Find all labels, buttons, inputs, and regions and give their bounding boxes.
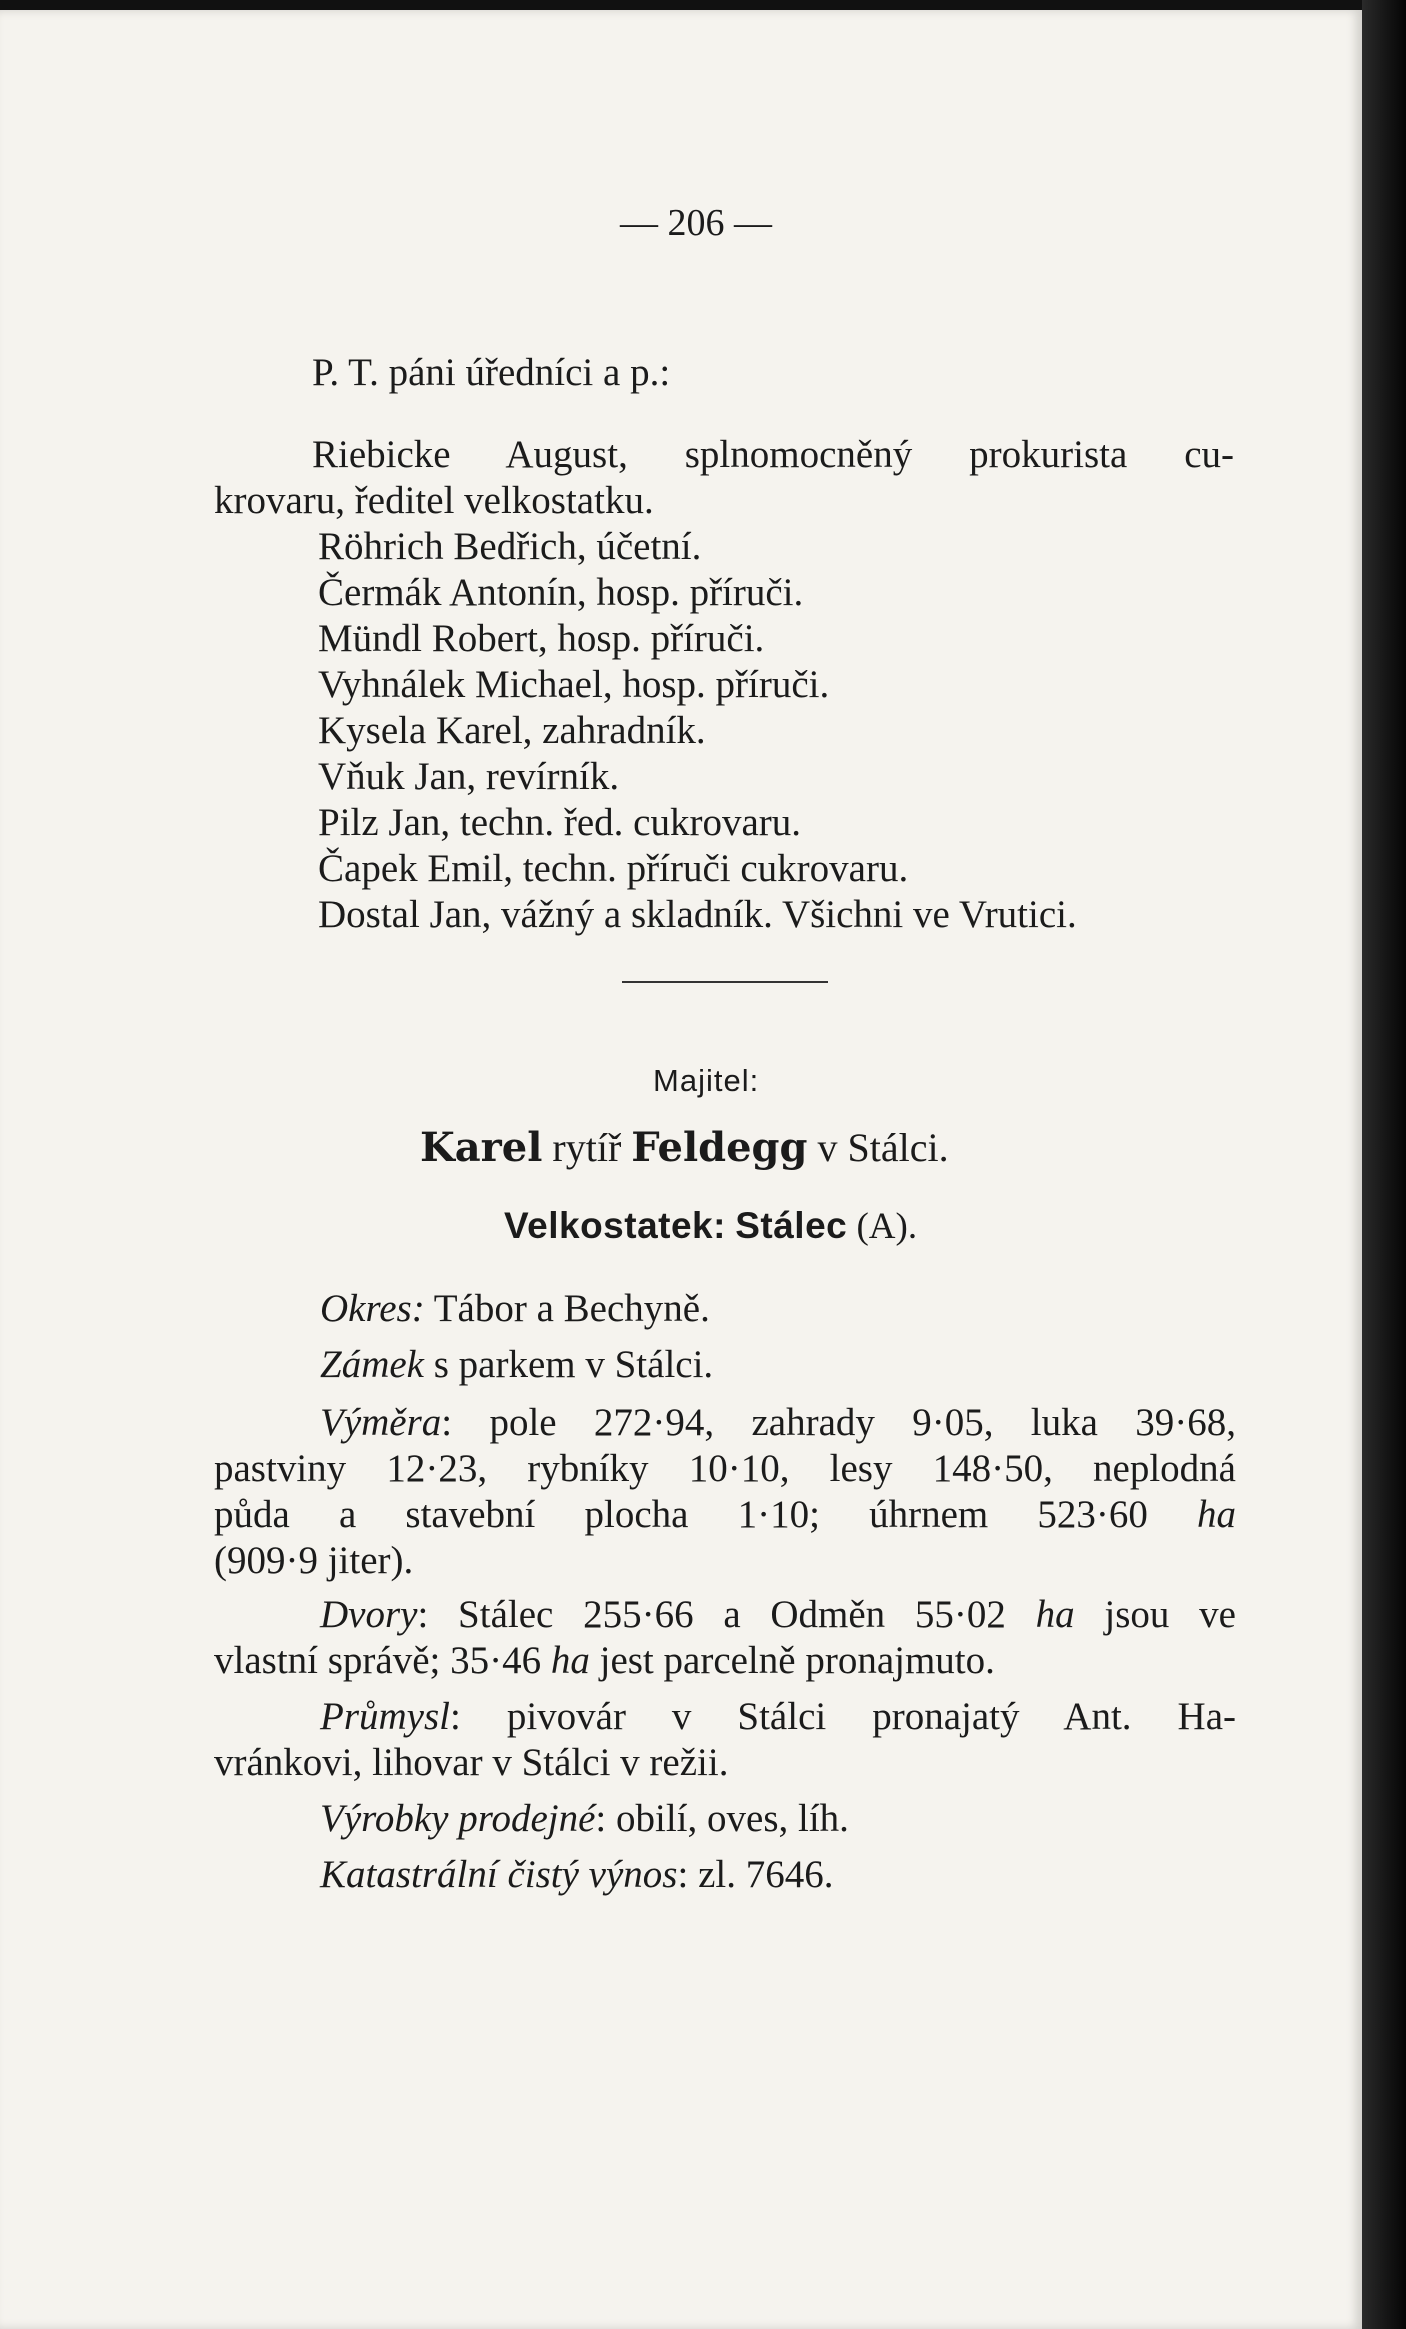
staff-line: Röhrich Bedřich, účetní. [318, 525, 702, 568]
okres-line [320, 1286, 710, 1332]
prumysl-label: Průmysl [320, 1695, 450, 1738]
katastr-value: : zl. 7646. [677, 1853, 834, 1896]
owner-label: Majitel: [653, 1063, 760, 1098]
dvory-line-1 [320, 1592, 1236, 1638]
prumysl-line-1 [320, 1694, 1236, 1740]
okres-label: Okres: [320, 1287, 425, 1330]
estate-label: Velkostatek [504, 1205, 714, 1246]
staff-line: Čapek Emil, techn. příruči cukrovaru. [318, 847, 909, 890]
section-heading: P. T. páni úředníci a p.: [312, 351, 671, 394]
vyrobky-line [320, 1796, 849, 1842]
vymera-line-3 [214, 1492, 1236, 1538]
owner-last-name: Feldegg [631, 1124, 808, 1171]
owner-first-name: Karel [420, 1124, 543, 1171]
prumysl-text: : pivovár v Stálci pronajatý Ant. Ha- [450, 1695, 1236, 1738]
page-number: — 206 — [620, 202, 772, 244]
estate-code: (A). [856, 1206, 918, 1247]
zamek-value: s parkem v Stálci. [423, 1343, 714, 1386]
staff-line: Vyhnálek Michael, hosp. příruči. [318, 663, 830, 706]
dvory-text: jsou ve [1074, 1593, 1236, 1636]
estate-name: Stálec [735, 1205, 848, 1246]
vyrobky-label: Výrobky prodejné [320, 1797, 596, 1840]
staff-line: Kysela Karel, zahradník. [318, 709, 706, 752]
vymera-line-1 [320, 1400, 1236, 1446]
dvory-text: : Stálec 255·66 a Odměn 55·02 [417, 1593, 1036, 1636]
katastr-label: Katastrální čistý výnos [320, 1853, 678, 1896]
dvory-line-2 [214, 1638, 995, 1684]
okres-value: Tábor a Bechyně. [424, 1287, 710, 1330]
hectare-unit: ha [1197, 1493, 1236, 1536]
dvory-text: jest parcelně pronajmuto. [589, 1639, 995, 1682]
section-divider [622, 981, 828, 983]
staff-line: Dostal Jan, vážný a skladník. Všichni ve Vrutici. [318, 893, 1077, 936]
prumysl-line-2: vránkovi, lihovar v Stálci v režii. [214, 1741, 729, 1784]
staff-line: Pilz Jan, techn. řed. cukrovaru. [318, 801, 802, 844]
katastr-line [320, 1852, 833, 1898]
zamek-line [320, 1342, 713, 1388]
dvory-label: Dvory [320, 1593, 418, 1636]
vyrobky-value: : obilí, oves, líh. [595, 1797, 849, 1840]
staff-line: Mündl Robert, hosp. příruči. [318, 617, 765, 660]
vymera-line-2: pastviny 12·23, rybníky 10·10, lesy 148·50, neplodná [214, 1447, 1236, 1490]
owner-line [420, 1125, 949, 1171]
vymera-label: Výměra [320, 1401, 442, 1444]
dvory-text: vlastní správě; 35·46 [214, 1639, 551, 1682]
estate-line: Velkostatek: Stálec (A). [504, 1205, 918, 1247]
vymera-text: půda a stavební plocha 1·10; úhrnem 523·60 [214, 1493, 1197, 1536]
zamek-label: Zámek [320, 1343, 424, 1386]
staff-line: Čermák Antonín, hosp. příruči. [318, 571, 804, 614]
book-spine-edge [1362, 0, 1406, 2329]
vymera-text: : pole 272·94, zahrady 9·05, luka 39·68, [441, 1401, 1236, 1444]
owner-place: v Stálci. [817, 1125, 949, 1170]
owner-title: rytíř [552, 1125, 622, 1170]
staff-line: Vňuk Jan, revírník. [318, 755, 620, 798]
staff-line: Riebicke August, splnomocněný prokurista cu- [312, 433, 1234, 476]
hectare-unit: ha [1035, 1593, 1075, 1636]
hectare-unit: ha [550, 1639, 590, 1682]
vymera-line-4: (909·9 jiter). [214, 1539, 414, 1582]
staff-line: krovaru, ředitel velkostatku. [214, 479, 654, 522]
